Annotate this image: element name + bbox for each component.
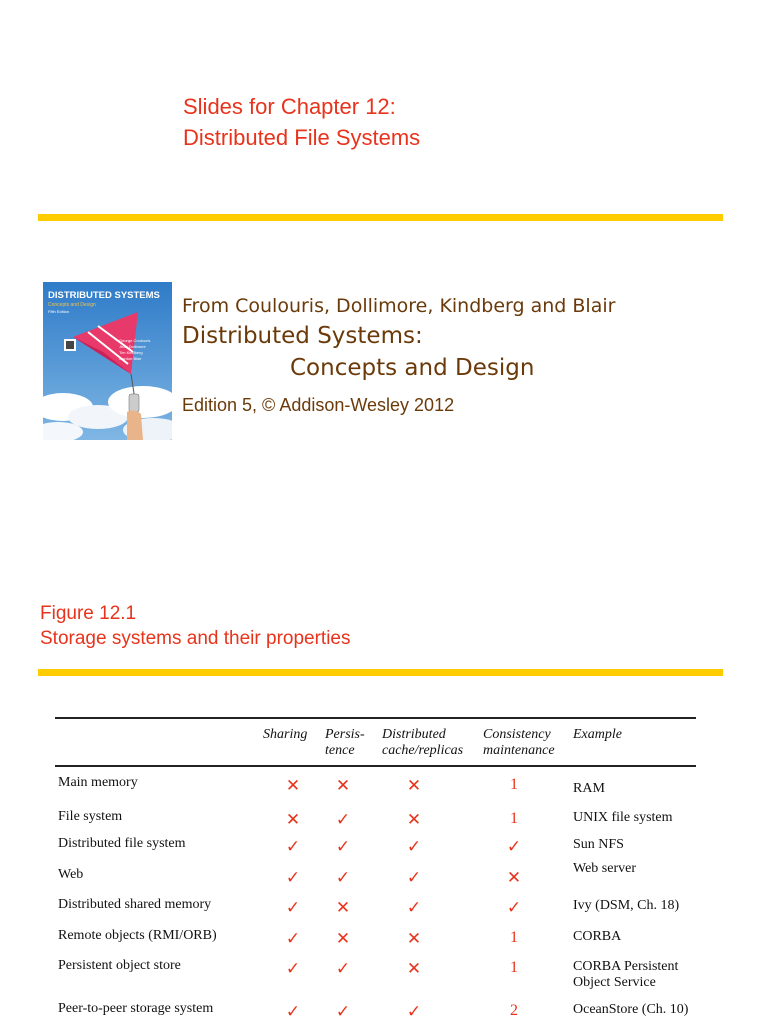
- persistence-mark: ✓: [335, 868, 351, 887]
- header-persistence: [325, 727, 365, 759]
- consistency-mark: 1: [510, 810, 518, 827]
- title-divider: [38, 214, 723, 221]
- row-label: Distributed shared memory: [58, 897, 212, 912]
- figure-number: Figure 12.1: [40, 603, 137, 624]
- cover-edition: Fifth Edition: [48, 309, 70, 314]
- header-persistence-line1: Persis-: [325, 727, 365, 742]
- consistency-mark: 1: [510, 929, 518, 946]
- sharing-mark: ✓: [285, 929, 301, 948]
- row-label: Web: [58, 867, 84, 882]
- sharing-mark: ✓: [285, 898, 301, 917]
- row-label: Main memory: [58, 775, 138, 790]
- persistence-mark: ✓: [335, 810, 351, 829]
- persistence-mark: ✓: [335, 837, 351, 856]
- cover-author-4: Gordon Blair: [119, 356, 142, 361]
- persistence-mark: ✕: [335, 898, 351, 917]
- figure-heading: [40, 601, 351, 651]
- sharing-mark: ✕: [285, 810, 301, 829]
- row-example-line1: Web server: [573, 861, 637, 876]
- row-example: [573, 1002, 688, 1018]
- book-title-line1: Distributed Systems:: [182, 323, 423, 349]
- consistency-mark: ✕: [506, 868, 522, 887]
- header-sharing: Sharing: [263, 727, 308, 742]
- distributed-mark: ✕: [406, 959, 422, 978]
- cover-author-2: Jean Dollimore: [119, 344, 146, 349]
- slide-title-line2: Distributed File Systems: [183, 125, 421, 150]
- row-example-line1: UNIX file system: [573, 810, 673, 825]
- distributed-mark: ✓: [406, 1002, 422, 1021]
- book-title-line2: Concepts and Design: [290, 355, 535, 381]
- row-label: File system: [58, 809, 123, 824]
- row-example-line1: RAM: [573, 781, 605, 796]
- consistency-mark: 1: [510, 959, 518, 976]
- figure-title: Storage systems and their properties: [40, 628, 351, 649]
- persistence-mark: ✕: [335, 929, 351, 948]
- row-example-line1: Sun NFS: [573, 837, 624, 852]
- sharing-mark: ✕: [285, 776, 301, 795]
- row-example-line1: Ivy (DSM, Ch. 18): [573, 898, 680, 913]
- slide-title-line1: Slides for Chapter 12:: [183, 94, 396, 119]
- row-example: [573, 781, 605, 797]
- header-consistency-line1: Consistency: [483, 727, 551, 742]
- cover-author-1: George Coulouris: [119, 338, 151, 343]
- consistency-mark: ✓: [506, 837, 522, 856]
- row-example: [573, 810, 673, 826]
- table-header-rule: [55, 765, 696, 767]
- row-example-line1: OceanStore (Ch. 10): [573, 1002, 689, 1017]
- header-distributed: [382, 727, 463, 759]
- row-example-line2: Object Service: [573, 975, 656, 990]
- row-example: [573, 898, 679, 914]
- distributed-mark: ✓: [406, 898, 422, 917]
- sharing-mark: ✓: [285, 959, 301, 978]
- row-example: [573, 861, 636, 877]
- cover-title: DISTRIBUTED SYSTEMS: [48, 290, 160, 301]
- cover-subtitle: Concepts and Design: [48, 302, 96, 308]
- edition-line: Edition 5, © Addison-Wesley 2012: [182, 395, 455, 415]
- distributed-mark: ✕: [406, 929, 422, 948]
- consistency-mark: 1: [510, 776, 518, 793]
- consistency-mark: 2: [510, 1002, 518, 1019]
- row-example-line1: CORBA Persistent: [573, 959, 679, 974]
- consistency-mark: ✓: [506, 898, 522, 917]
- figure-slide: [0, 512, 768, 1024]
- persistence-mark: ✓: [335, 959, 351, 978]
- distributed-mark: ✓: [406, 837, 422, 856]
- distributed-mark: ✓: [406, 868, 422, 887]
- figure-divider: [38, 669, 723, 676]
- row-label: Peer-to-peer storage system: [58, 1001, 214, 1016]
- header-distributed-line2: cache/replicas: [382, 743, 464, 758]
- table-top-rule: [55, 717, 696, 719]
- row-example: [573, 929, 621, 945]
- sharing-mark: ✓: [285, 868, 301, 887]
- header-example: Example: [573, 727, 622, 742]
- row-label: Distributed file system: [58, 836, 186, 851]
- distributed-mark: ✕: [406, 776, 422, 795]
- header-persistence-line2: tence: [325, 743, 355, 758]
- header-consistency: [483, 727, 555, 759]
- sharing-mark: ✓: [285, 1002, 301, 1021]
- row-example: [573, 959, 678, 991]
- row-example-line1: CORBA: [573, 929, 622, 944]
- slide-title: [183, 91, 420, 153]
- book-cover-image: [43, 282, 172, 440]
- cover-author-3: Tim Kindberg: [119, 350, 143, 355]
- row-label: Persistent object store: [58, 958, 181, 973]
- authors-line: From Coulouris, Dollimore, Kindberg and Blair: [182, 295, 616, 317]
- row-example: [573, 837, 624, 853]
- persistence-mark: ✓: [335, 1002, 351, 1021]
- row-label: Remote objects (RMI/ORB): [58, 928, 217, 943]
- header-distributed-line1: Distributed: [382, 727, 446, 742]
- persistence-mark: ✕: [335, 776, 351, 795]
- sharing-mark: ✓: [285, 837, 301, 856]
- header-consistency-line2: maintenance: [483, 743, 555, 758]
- distributed-mark: ✕: [406, 810, 422, 829]
